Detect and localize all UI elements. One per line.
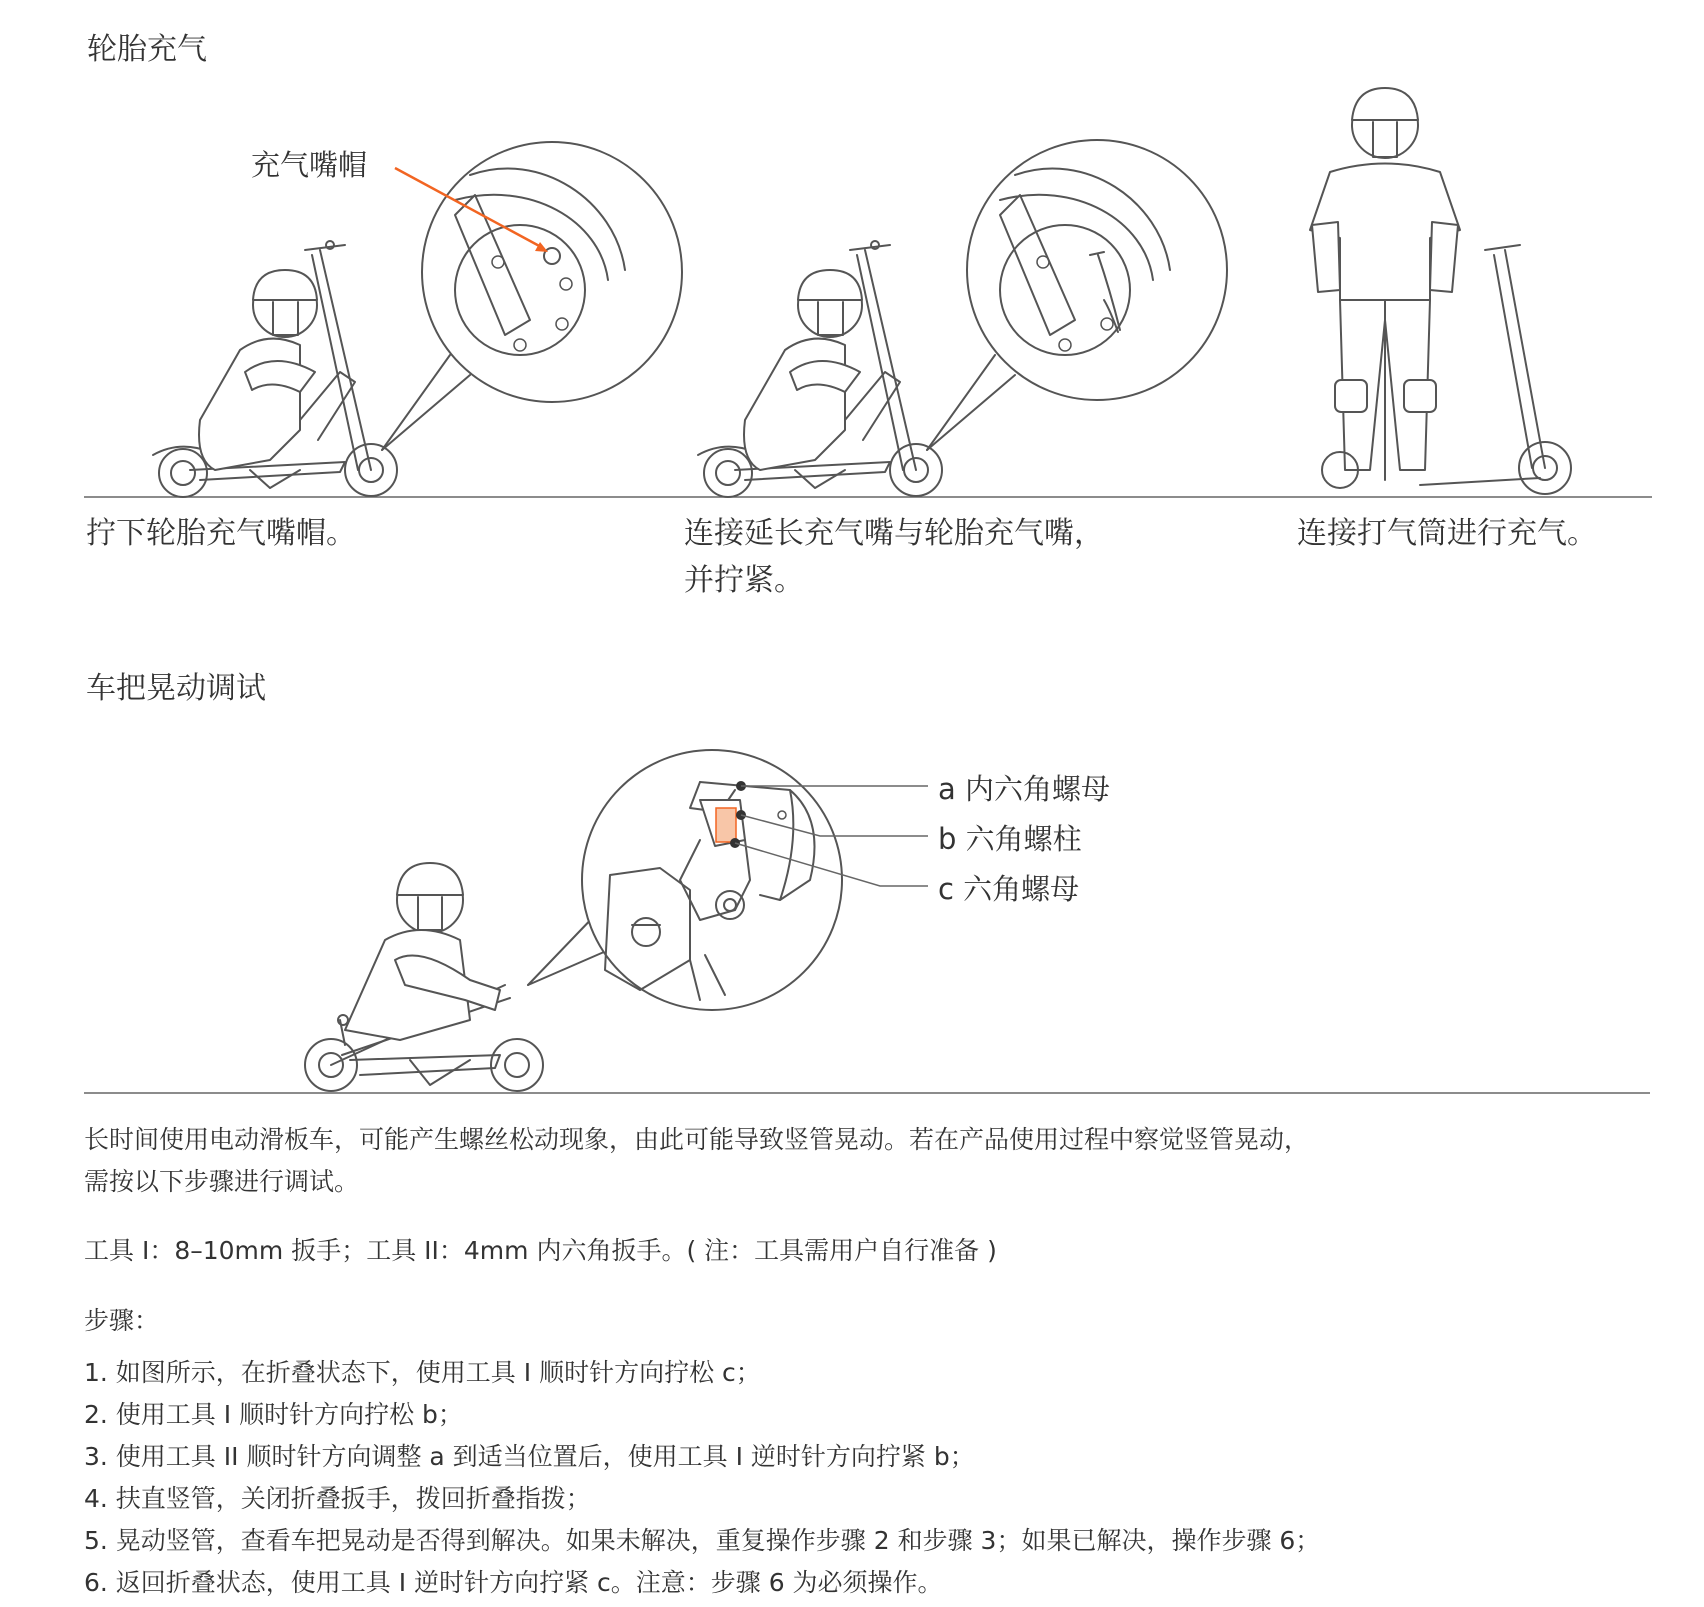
steps-list (84, 1352, 1320, 1604)
label-c-letter: c (938, 872, 954, 906)
steps-title: 步骤： (84, 1306, 160, 1335)
section-title-handlebar-adjust: 车把晃动调试 (86, 671, 266, 706)
step-item-1: 1. 如图所示，在折叠状态下，使用工具 I 顺时针方向拧松 c； (84, 1358, 761, 1387)
label-b (938, 817, 1082, 858)
label-b-letter: b (938, 822, 957, 856)
intro-line-2: 需按以下步骤进行调试。 (84, 1167, 360, 1196)
label-b-text: 六角螺柱 (965, 822, 1082, 856)
section-title-tire-inflation: 轮胎充气 (87, 32, 207, 67)
valve-cap-label: 充气嘴帽 (251, 148, 368, 182)
step-item-2: 2. 使用工具 I 顺时针方向拧松 b； (84, 1400, 463, 1429)
intro-line-1: 长时间使用电动滑板车，可能产生螺丝松动现象，由此可能导致竖管晃动。若在产品使用过程中察觉竖管晃动， (84, 1125, 1310, 1154)
label-a-text: 内六角螺母 (965, 772, 1111, 806)
label-c (938, 867, 1079, 908)
intro-paragraph (84, 1119, 1309, 1203)
caption-2-line-1: 连接延长充气嘴与轮胎充气嘴， (684, 516, 1104, 551)
label-c-text: 六角螺母 (963, 872, 1080, 906)
step-item-5: 5. 晃动竖管，查看车把晃动是否得到解决。如果未解决，重复操作步骤 2 和步骤 3；如果已解决，操作步骤 6； (84, 1526, 1321, 1555)
step-item-3: 3. 使用工具 II 顺时针方向调整 a 到适当位置后，使用工具 I 逆时针方向拧紧 b； (84, 1442, 975, 1471)
step-item-4: 4. 扶直竖管，关闭折叠扳手，拨回折叠指拨； (84, 1484, 591, 1513)
hex-stud-icon (716, 808, 736, 842)
label-a-letter: a (938, 772, 956, 806)
caption-1-line-1: 拧下轮胎充气嘴帽。 (86, 516, 356, 551)
tools-note: 工具 I：8–10mm 扳手；工具 II：4mm 内六角扳手。( 注：工具需用户自行准备 ) (84, 1236, 997, 1265)
label-a (938, 767, 1110, 808)
caption-2-line-2: 并拧紧。 (684, 563, 804, 598)
step-item-6: 6. 返回折叠状态，使用工具 I 逆时针方向拧紧 c。注意：步骤 6 为必须操作。 (84, 1568, 943, 1597)
caption-3-line-1: 连接打气筒进行充气。 (1297, 516, 1597, 551)
